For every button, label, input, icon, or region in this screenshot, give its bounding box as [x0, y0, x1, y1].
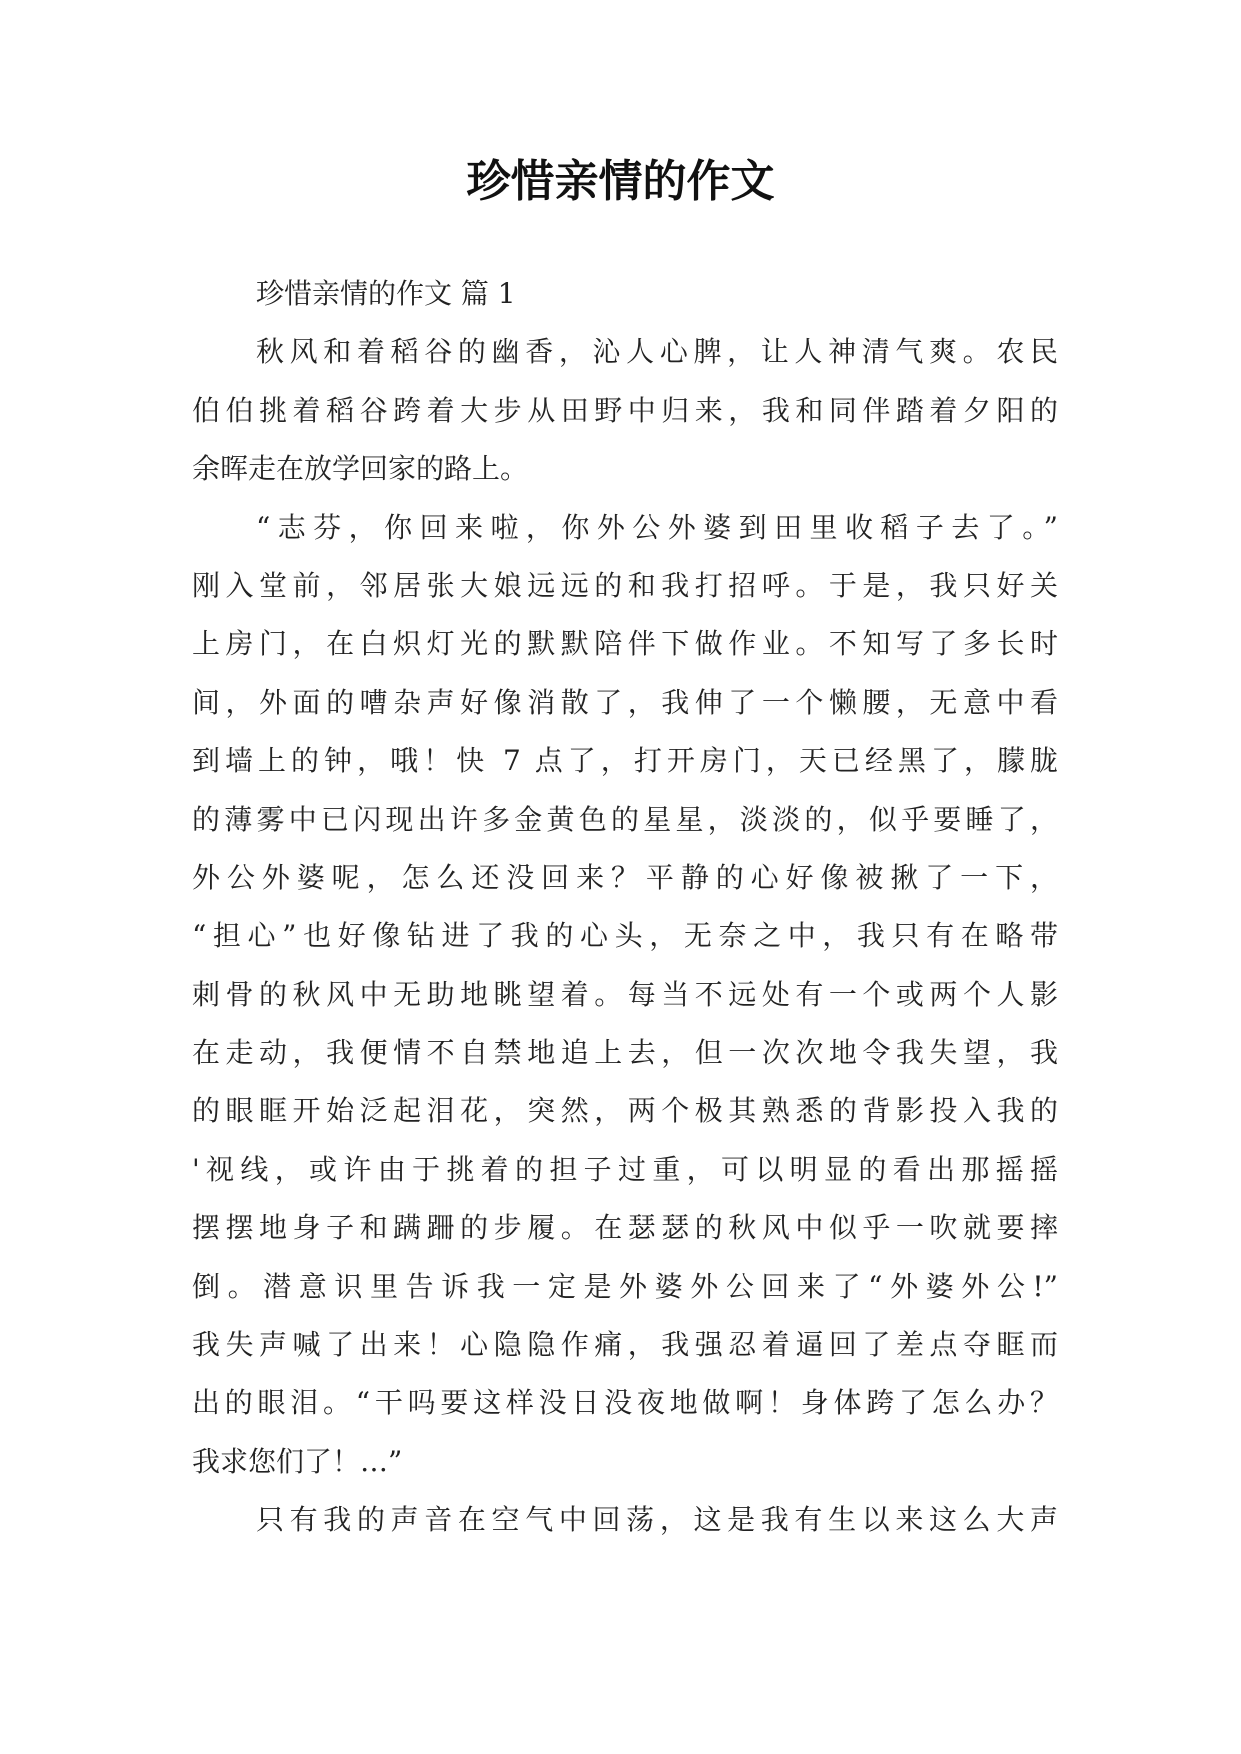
text-line: 我求您们了！…”	[192, 1444, 403, 1478]
text-line: 到墙上的钟，哦！快 7 点了，打开房门，天已经黑了，朦胧	[192, 744, 1058, 778]
document-title: 珍惜亲情的作文	[466, 156, 775, 207]
text-line: 珍惜亲情的作文 篇 1	[256, 277, 516, 310]
text-line: 的薄雾中已闪现出许多金黄色的星星，淡淡的，似乎要睡了，	[192, 802, 1058, 836]
text-line: 的眼眶开始泛起泪花，突然，两个极其熟悉的背影投入我的	[192, 1094, 1058, 1128]
text-line: 余晖走在放学回家的路上。	[192, 452, 529, 486]
text-line: “志芬，你回来啦，你外公外婆到田里收稻子去了。”	[256, 510, 1058, 544]
text-line: 上房门，在白炽灯光的默默陪伴下做作业。不知写了多长时	[192, 627, 1058, 661]
text-line: 倒。潜意识里告诉我一定是外婆外公回来了“外婆外公!”	[192, 1269, 1058, 1303]
text-line: 刺骨的秋风中无助地眺望着。每当不远处有一个或两个人影	[192, 977, 1058, 1011]
text-line: 摆摆地身子和蹒跚的步履。在瑟瑟的秋风中似乎一吹就要摔	[192, 1211, 1058, 1245]
text-line: 秋风和着稻谷的幽香，沁人心脾，让人神清气爽。农民	[256, 335, 1058, 369]
text-line: 只有我的声音在空气中回荡，这是我有生以来这么大声	[256, 1503, 1058, 1537]
text-line: 间，外面的嘈杂声好像消散了，我伸了一个懒腰，无意中看	[192, 685, 1058, 719]
text-line: 在走动，我便情不自禁地追上去，但一次次地令我失望，我	[192, 1036, 1058, 1070]
text-line: 出的眼泪。“干吗要这样没日没夜地做啊！身体跨了怎么办？	[192, 1386, 1058, 1420]
text-line: 外公外婆呢，怎么还没回来？平静的心好像被揪了一下，	[192, 860, 1058, 894]
document-body	[192, 265, 1058, 1550]
text-line: “担心”也好像钻进了我的心头，无奈之中，我只有在略带	[192, 919, 1058, 953]
text-line: 我失声喊了出来！心隐隐作痛，我强忍着逼回了差点夺眶而	[192, 1328, 1058, 1362]
text-line: 刚入堂前，邻居张大娘远远的和我打招呼。于是，我只好关	[192, 568, 1058, 602]
text-line: 伯伯挑着稻谷跨着大步从田野中归来，我和同伴踏着夕阳的	[192, 393, 1058, 427]
text-line: '视线，或许由于挑着的担子过重，可以明显的看出那摇摇	[192, 1152, 1058, 1186]
